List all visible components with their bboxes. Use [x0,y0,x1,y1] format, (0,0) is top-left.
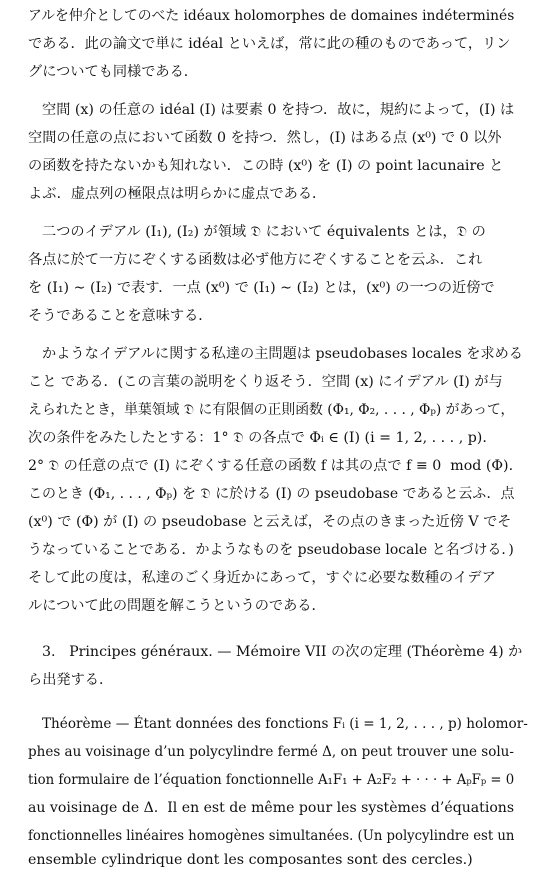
text-line [0,370,542,394]
line-text: ルについて此の問題を解こうというのである． [28,598,326,614]
text-line [0,668,542,692]
text-line [0,398,542,422]
line-text: 空間の任意の点において函数 0 を持つ．然し，(I) はある点 (x⁰) で 0 以外 [28,130,502,146]
theorem-line [0,848,542,872]
line-text: ら出発する． [28,672,114,688]
text-line [0,182,542,206]
theorem-line [0,824,542,848]
text-line [0,98,542,122]
line-text: このとき (Φ₁, . . . , Φₚ) を 𝔇 に於ける (I) の pseudobase であると云ふ．点 [28,486,515,502]
text-line [0,566,542,590]
line-text: えられたとき，単葉領域 𝔇 に有限個の正則函数 (Φ₁, Φ₂, . . . , Φₚ) があって， [28,402,515,418]
line-text: phes au voisinage d’un polycylindre fermé Δ, on peut trouver une solu- [28,744,514,760]
line-text: au voisinage de Δ. Il en est de même pour les systèmes d’équations [28,800,515,816]
text-line [0,482,542,506]
text-line [0,594,542,618]
text-line [0,342,542,366]
theorem-line [0,768,542,792]
theorem-line [0,740,542,764]
text-line [0,276,542,300]
text-line [0,538,542,562]
line-text: である．此の論文で単に idéal といえば，常に此の種のものであって，リン [28,36,511,52]
line-text: かようなイデアルに関する私達の主問題は pseudobases locales を求める [42,346,523,362]
line-text: よぶ．虚点列の極限点は明らかに虚点である． [28,186,327,202]
line-text: (x⁰) で (Φ) が (I) の pseudobase と云えば，その点のきまった近傍 V でそ [28,514,512,530]
theorem-line [0,796,542,820]
line-text: Théorème — Étant données des fonctions Fᵢ (i = 1, 2, . . . , p) holomor- [42,716,528,732]
line-text: こと である．(この言葉の説明をくり返そう．空間 (x) にイデアル (I) が与 [28,374,503,390]
line-text: アルを仲介としてのべた idéaux holomorphes de domaines indéterminés [28,8,515,24]
line-text: うなっていることである．かようなものを pseudobase locale と名づける．) [28,542,514,558]
line-text: 次の条件をみたしたとする：1° 𝔇 の各点で Φᵢ ∈ (I) (i = 1, 2, . . . , p). [28,430,487,446]
text-line [0,304,542,328]
text-line [0,32,542,56]
section-heading [0,640,542,664]
line-text: 各点に於て一方にぞくする函数は必ず他方にぞくすることを云ふ．これ [28,248,482,272]
text-line [0,126,542,150]
text-line [0,60,542,84]
line-text: そして此の度は，私達のごく身近かにあって，すぐに必要な数種のイデア [28,570,496,586]
line-text: 2° 𝔇 の任意の点で (I) にぞくする任意の函数 f は其の点で f ≡ 0 mod (Φ). [28,458,514,474]
text-line [0,454,542,478]
text-line [0,154,542,178]
text-line [0,510,542,534]
line-text: を (I₁) ∼ (I₂) で表す．一点 (x⁰) で (I₁) ∼ (I₂) とは，(x⁰) の一つの近傍で [28,280,495,296]
line-text: ensemble cylindrique dont les composantes sont des cercles.) [28,852,473,868]
text-line [0,248,542,272]
line-text: そうであることを意味する． [28,308,213,324]
line-text: グについても同様である． [28,64,198,80]
line-text: fonctionnelles linéaires homogènes simultanées. (Un polycylindre est un [28,828,515,844]
text-line [0,4,542,28]
line-text: の函数を持たないかも知れない．この時 (x⁰) を (I) の point lacunaire と [28,158,504,174]
line-text: tion formulaire de l’équation fonctionnelle A₁F₁ + A₂F₂ + · · · + AₚFₚ = 0 [28,772,515,788]
text-line [0,220,542,244]
line-text: 二つのイデアル (I₁), (I₂) が領域 𝔇 において équivalents とは，𝔇 の [42,224,486,240]
theorem-line [0,712,542,736]
line-text: 空間 (x) の任意の idéal (I) は要素 0 を持つ．故に，規約によって，(I) は [42,102,515,118]
text-line [0,426,542,450]
line-text: 3. Principes généraux. — Mémoire VII の次の定理 (Théorème 4) か [42,644,523,660]
